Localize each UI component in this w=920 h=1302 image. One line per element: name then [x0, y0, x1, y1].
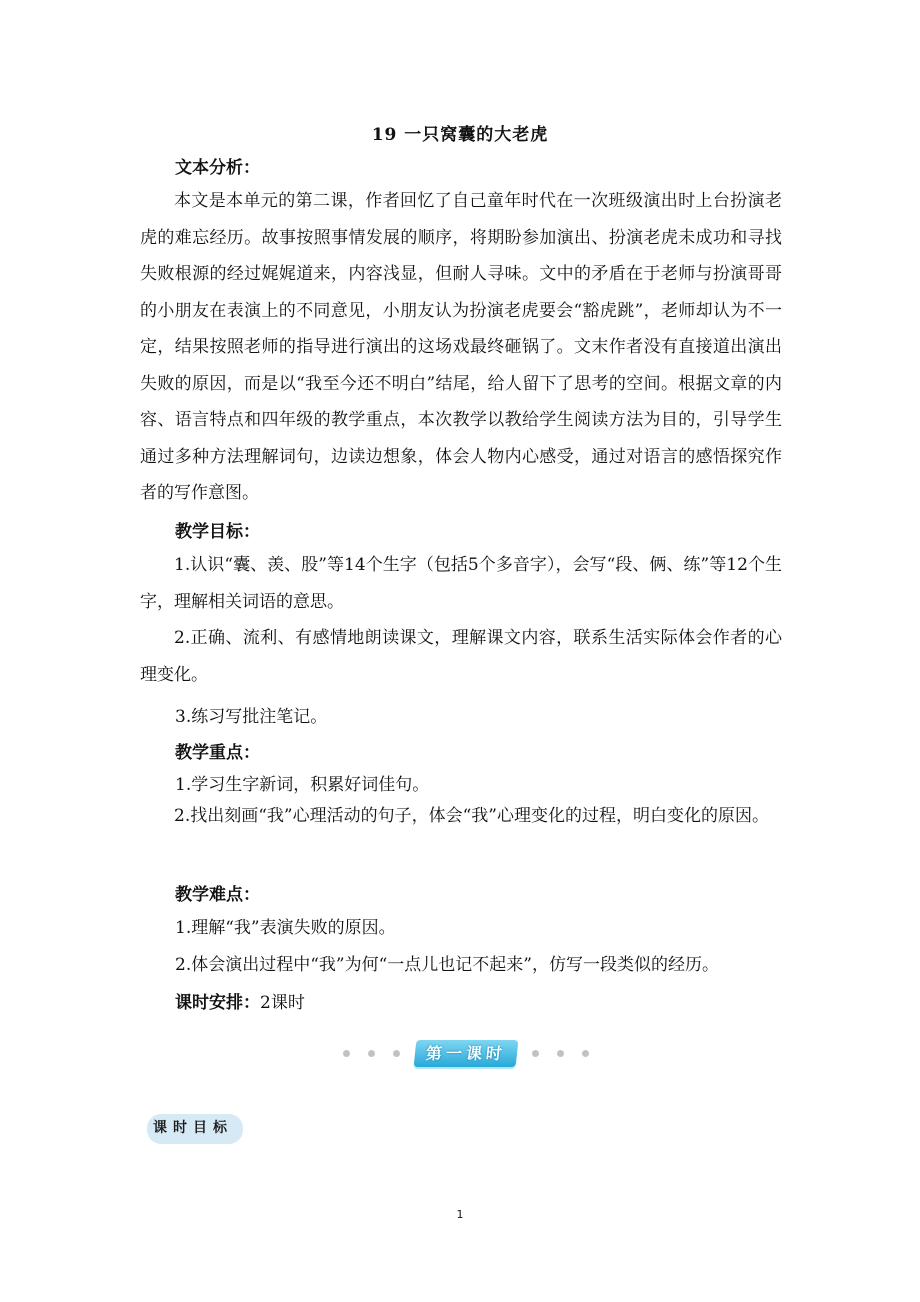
divider-dot — [343, 1050, 350, 1057]
lesson-goals-label: 课时目标 — [153, 1120, 233, 1136]
divider-dot — [582, 1050, 589, 1057]
difficulties-heading: 教学难点： — [175, 885, 260, 905]
schedule-line — [175, 988, 305, 1013]
key-point-item-1: 1.学习生字新词，积累好词佳句。 — [175, 775, 430, 795]
lesson-divider — [340, 1040, 590, 1070]
page-number: 1 — [456, 1208, 464, 1221]
analysis-heading: 文本分析： — [175, 158, 260, 178]
divider-dot — [557, 1050, 564, 1057]
key-points-heading: 教学重点： — [175, 743, 260, 763]
divider-dot — [532, 1050, 539, 1057]
schedule-value: 2课时 — [260, 993, 305, 1013]
schedule-label: 课时安排： — [175, 993, 260, 1013]
difficulty-item-2: 2.体会演出过程中“我”为何“一点儿也记不起来”，仿写一段类似的经历。 — [175, 955, 719, 975]
first-lesson-badge: 第一课时 — [414, 1040, 519, 1067]
objective-item-1: 1.认识“囊、羡、股”等14个生字（包括5个多音字），会写“段、俩、练”等12个生字，理解相关词语的意思。 — [140, 555, 782, 612]
analysis-paragraph: 本文是本单元的第二课，作者回忆了自己童年时代在一次班级演出时上台扮演老虎的难忘经历。故事按照事情发展的顺序，将期盼参加演出、扮演老虎未成功和寻找失败根源的经过娓娓道来，内容浅显，但耐人寻味。文中的矛盾在于老师与扮演哥哥的小朋友在表演上的不同意见，小朋友认为扮演老虎要会“豁虎跳”，老师却认为不一定，结果按照老师的指导进行演出的这场戏最终砸锅了。文末作者没有直接道出演出失败的原因，而是以“我至今还不明白”结尾，给人留下了思考的空间。根据文章的内容、语言特点和四年级的教学重点，本次教学以教给学生阅读方法为目的，引导学生通过多种方法理解词句，边读边想象，体会人物内心感受，通过对语言的感悟探究作者的写作意图。 — [140, 191, 782, 503]
objective-item-2: 2.正确、流利、有感情地朗读课文，理解课文内容，联系生活实际体会作者的心理变化。 — [140, 628, 782, 685]
difficulty-item-1: 1.理解“我”表演失败的原因。 — [175, 918, 396, 938]
key-point-item-2: 2.找出刻画“我”心理活动的句子，体会“我”心理变化的过程，明白变化的原因。 — [174, 806, 769, 826]
divider-dot — [393, 1050, 400, 1057]
divider-dot — [368, 1050, 375, 1057]
lesson-goals-badge — [147, 1114, 243, 1144]
lesson-title: 19 一只窝囊的大老虎 — [371, 125, 549, 145]
objective-item-3: 3.练习写批注笔记。 — [175, 707, 328, 727]
objectives-heading: 教学目标： — [175, 522, 260, 542]
